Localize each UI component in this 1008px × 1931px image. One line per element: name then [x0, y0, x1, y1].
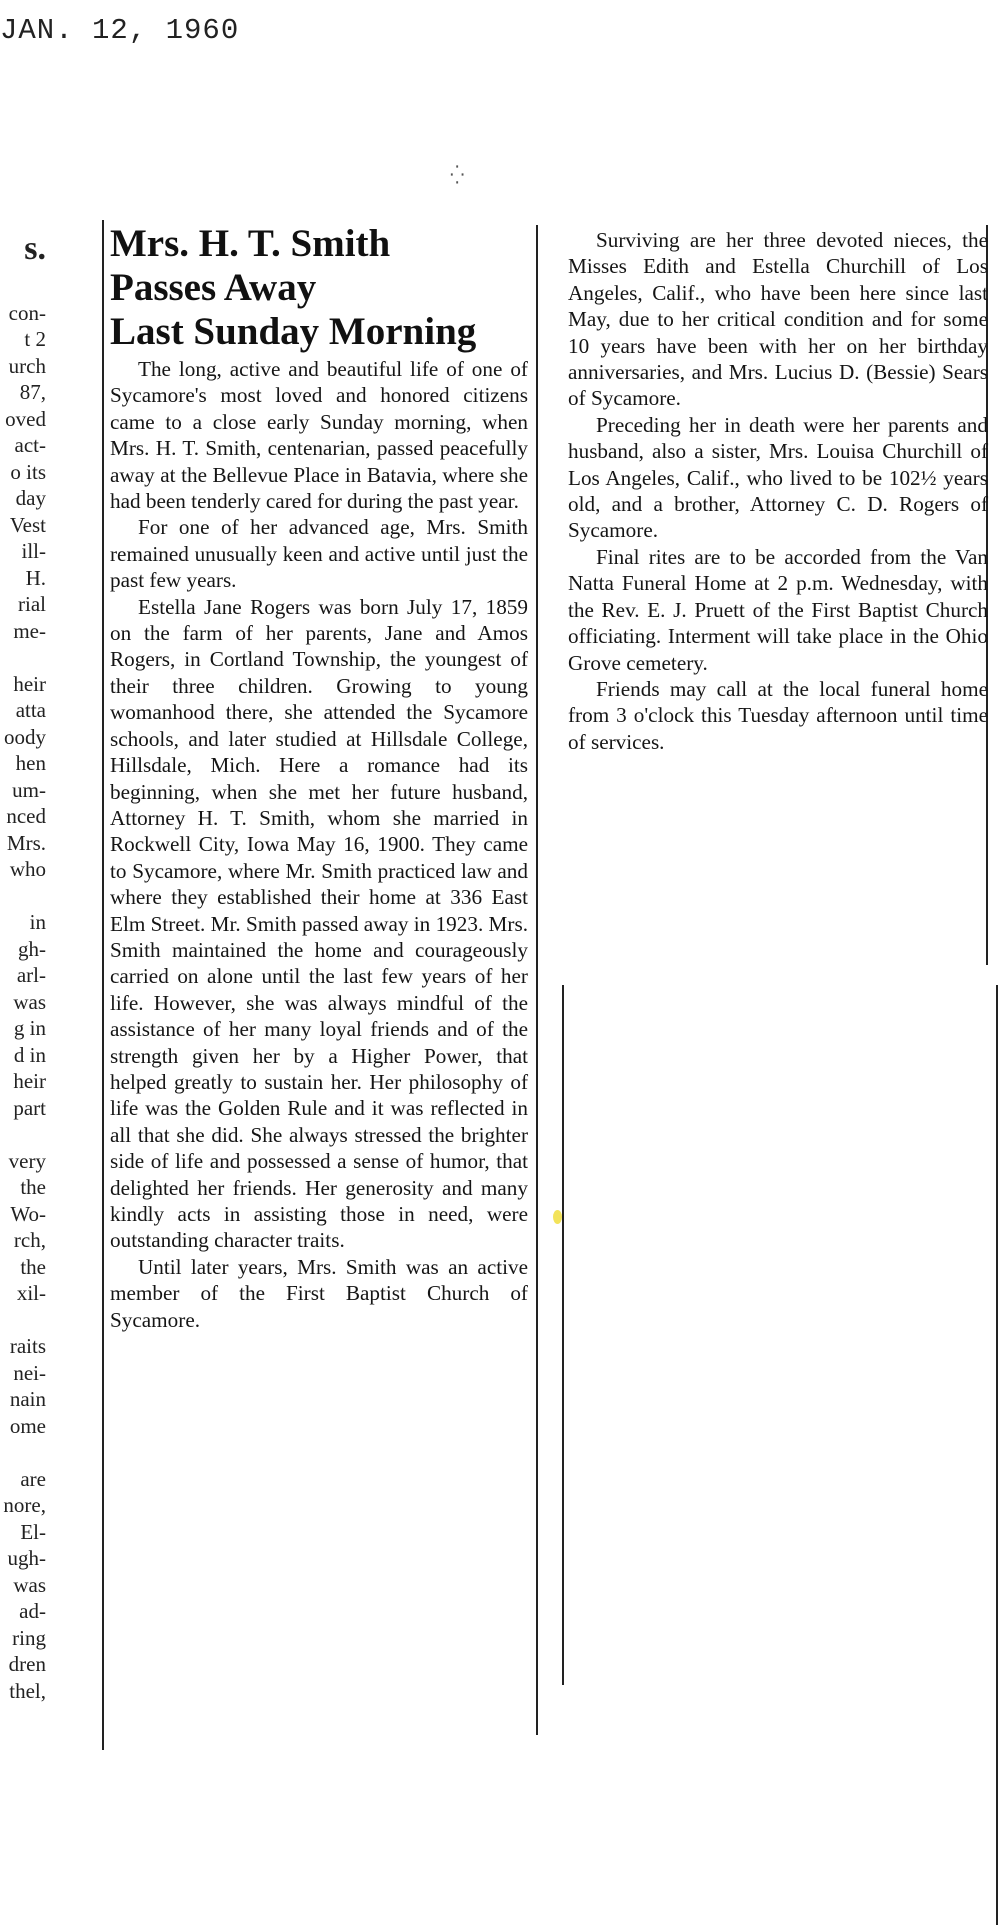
fragment-line — [0, 883, 46, 910]
fragment-line: El- — [20, 1519, 46, 1544]
fragment-line: the — [20, 1254, 46, 1279]
fragment-line: t 2 — [24, 327, 46, 351]
fragment-line: act- — [14, 433, 46, 457]
fragment-line: ill- — [21, 539, 46, 563]
obituary-article — [110, 222, 528, 1333]
fragment-line: nced — [6, 804, 46, 828]
fragment-line: um- — [12, 777, 46, 802]
fragment-line: raits — [9, 1334, 46, 1358]
fragment-line: con- — [8, 300, 46, 325]
headline-line-1: Mrs. H. T. Smith — [110, 222, 391, 265]
fragment-line — [0, 644, 46, 671]
fragment-line: nore, — [3, 1493, 46, 1517]
fragment-line: nain — [9, 1387, 46, 1411]
fragment-line: in — [29, 910, 46, 934]
fragment-line: who — [9, 857, 46, 881]
fragment-line: d in — [13, 1042, 46, 1067]
fragment-line: rial — [18, 592, 46, 616]
speck-mark: ⁛ — [450, 165, 465, 185]
fragment-line — [0, 1307, 46, 1334]
fragment-line: gh- — [18, 936, 46, 961]
paragraph-visitation: Friends may call at the local funeral home from 3 o'clock this Tuesday afternoon until time of services. — [568, 676, 988, 754]
fragment-line: me- — [13, 618, 46, 643]
fragment-line: 87, — [19, 380, 46, 404]
paragraph-1: The long, active and beautiful life of one of Sycamore's most loved and honored citizens came to a close early Sunday morning, when Mrs. H. T. Smith, centenarian, passed peacefully away at the Bellevue Place in Batavia, where she had been tenderly cared for during the past year. — [110, 357, 528, 514]
fragment-line: part — [13, 1095, 46, 1120]
fragment-line: Wo- — [10, 1201, 46, 1226]
column-rule-far-right — [996, 985, 998, 1925]
fragment-line: rch, — [13, 1228, 46, 1252]
fragment-line: urch — [8, 353, 46, 378]
paragraph-4: Until later years, Mrs. Smith was an active member of the First Baptist Church of Sycamore. — [110, 1254, 528, 1332]
paragraph-3: Estella Jane Rogers was born July 17, 1859 on the farm of her parents, Jane and Amos Rogers, in Cortland Township, the youngest of their three children. Growing to young womanhood there, she attended the Sycamore schools, and later studied at Hillsdale College, Hillsdale, Mich. Here a romance had its beginning, when she met her future husband, Attorney H. T. Smith, whom she married in Rockwell City, Iowa May 16, 1900. They came to Sycamore, where Mr. Smith practiced law and where they established their home at 336 East Elm Street. Mr. Smith passed away in 1923. Mrs. Smith maintained the home and courageously carried on alone until the last few years of her life. However, she was always mindful of the assistance of her many loyal friends and of the strength given her by a Higher Power, that helped greatly to sustain her. Her philosophy of life was the Golden Rule and it was reflected in all that she did. She always stressed the brighter side of life and possessed a sense of humor, that delighted her friends. Her generosity and many kindly acts in assisting those in need, were outstanding character traits. — [110, 594, 528, 1253]
article-headline — [110, 222, 528, 354]
headline-line-3: Last Sunday Morning — [110, 310, 477, 353]
fragment-line: oved — [5, 406, 46, 431]
clipping-date: JAN. 12, 1960 — [0, 14, 240, 47]
paragraph-survivors: Surviving are her three devoted nieces, the Misses Edith and Estella Churchill of Los Angeles, Calif., who have been here since last May, due to her critical condition and for some 10 years have been with her on her birthday anniversaries, and Mrs. Lucius D. (Bessie) Sears of Sycamore. — [568, 228, 988, 411]
fragment-line: are — [20, 1466, 46, 1491]
fragment-line: ome — [9, 1413, 46, 1438]
article-continued-body — [568, 227, 988, 755]
fragment-line: hen — [15, 751, 46, 775]
article-body — [110, 356, 528, 1333]
obituary-article-continued — [568, 225, 988, 755]
fragment-line: ugh- — [7, 1546, 46, 1570]
fragment-line — [0, 1439, 46, 1466]
headline-line-2: Passes Away — [110, 266, 317, 309]
fragment-line — [0, 1121, 46, 1148]
fragment-line: the — [20, 1175, 46, 1199]
column-rule-right-separator — [562, 985, 564, 1685]
fragment-line: ring — [12, 1625, 46, 1650]
fragment-line: atta — [15, 698, 46, 722]
fragment-line: very — [8, 1148, 46, 1173]
fragment-line: Vest — [9, 512, 46, 537]
fragment-line: Mrs. — [6, 830, 46, 855]
neighbor-column-fragments — [0, 225, 46, 1704]
paragraph-preceded: Preceding her in death were her parents and husband, also a sister, Mrs. Louisa Churchill of Los Angeles, Calif., who lived to be 102½ years old, and a brother, Attorney C. D. Rogers of Sycamore. — [568, 412, 988, 543]
fragment-line: dren — [8, 1652, 46, 1676]
fragment-line — [0, 273, 46, 300]
fragment-line: day — [15, 486, 46, 510]
fragment-line: oody — [4, 724, 46, 749]
fragment-line: was — [13, 1572, 46, 1597]
fragment-line: g in — [13, 1016, 46, 1040]
highlighter-mark — [553, 1210, 562, 1224]
fragment-line: heir — [13, 1069, 46, 1093]
paragraph-final-rites: Final rites are to be accorded from the Van Natta Funeral Home at 2 p.m. Wednesday, with the Rev. E. J. Pruett of the First Baptist Church officiating. Interment will take place in the Ohio Grove cemetery. — [568, 544, 988, 675]
fragment-line: thel, — [9, 1678, 46, 1703]
fragment-line: s. — [24, 230, 46, 267]
fragment-line: xil- — [16, 1281, 46, 1305]
column-rule-middle — [536, 225, 538, 1735]
fragment-line: o its — [10, 459, 46, 484]
fragment-line: H. — [25, 565, 46, 590]
fragment-line: was — [13, 989, 46, 1014]
fragment-line: ad- — [19, 1599, 46, 1623]
fragment-line: arl- — [16, 963, 46, 987]
fragment-line: nei- — [13, 1360, 46, 1385]
fragment-line: heir — [13, 671, 46, 696]
column-rule-left — [102, 220, 104, 1750]
paragraph-2: For one of her advanced age, Mrs. Smith remained unusually keen and active until just the past few years. — [110, 515, 528, 593]
